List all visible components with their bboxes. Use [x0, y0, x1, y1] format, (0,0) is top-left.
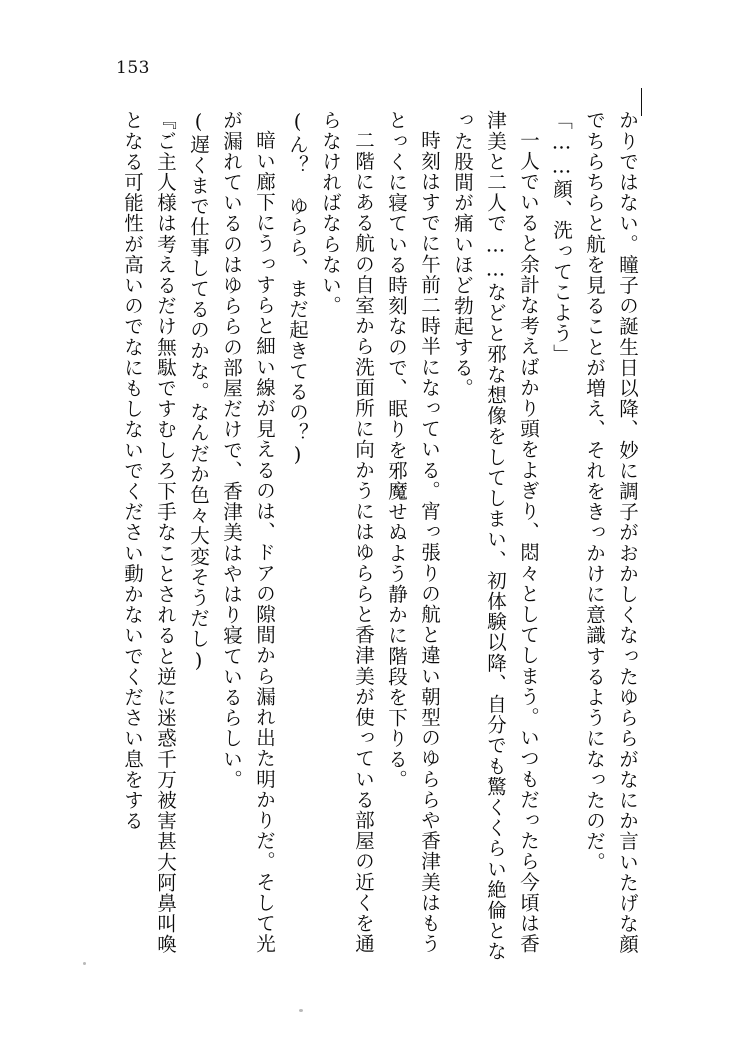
page-number: 153 — [116, 58, 150, 78]
paragraph: 暗い廊下にうっすらと細い線が見えるのは、ドアの隙間から漏れ出た明かりだ。そして光が漏れているのはゆららの部屋だけで、香津美はやはり寝ているらしい。 — [220, 110, 276, 954]
paragraph: 二階にある航の自室から洗面所に向かうにはゆららと香津美が使っている部屋の近くを通らなければならない。 — [319, 110, 375, 954]
body-text — [84, 110, 644, 970]
paragraph-quote: 『ご主人様は考えるだけ無駄ですむしろ下手なことされると逆に迷惑千万被害甚大阿鼻叫喚となる可能性が高いのでなにもしないでください動かないでください息をする — [121, 110, 177, 955]
page-speck — [83, 962, 86, 965]
paragraph-thought: (ん？ ゆらら、まだ起きてるの？) — [286, 110, 309, 468]
paragraph-thought: (遅くまで仕事してるのかな。なんだか色々大変そうだし) — [187, 110, 210, 674]
paragraph: 一人でいると余計な考えばかり頭をよぎり、悶々としてしまう。いつもだったら今頃は香津美と二人で……などと邪な想像をしてしまい、初体験以降、自分でも驚くくらい絶倫となった股間が痛いほど勃起する。 — [451, 110, 540, 962]
paragraph-dialogue: 「……顔、洗ってこよう」 — [550, 110, 573, 365]
paragraph: 時刻はすでに午前二時半になっている。宵っ張りの航と違い朝型のゆららや香津美はもうとっくに寝ている時刻なので、眠りを邪魔せぬよう静かに階段を下りる。 — [385, 110, 441, 954]
page-speck — [299, 1009, 303, 1012]
paragraph: かりではない。瞳子の誕生日以降、妙に調子がおかしくなったゆららがなにか言いたげな顔でちらちらと航を見ることが増え、それをきっかけに意識するようになったのだ。 — [583, 110, 639, 955]
